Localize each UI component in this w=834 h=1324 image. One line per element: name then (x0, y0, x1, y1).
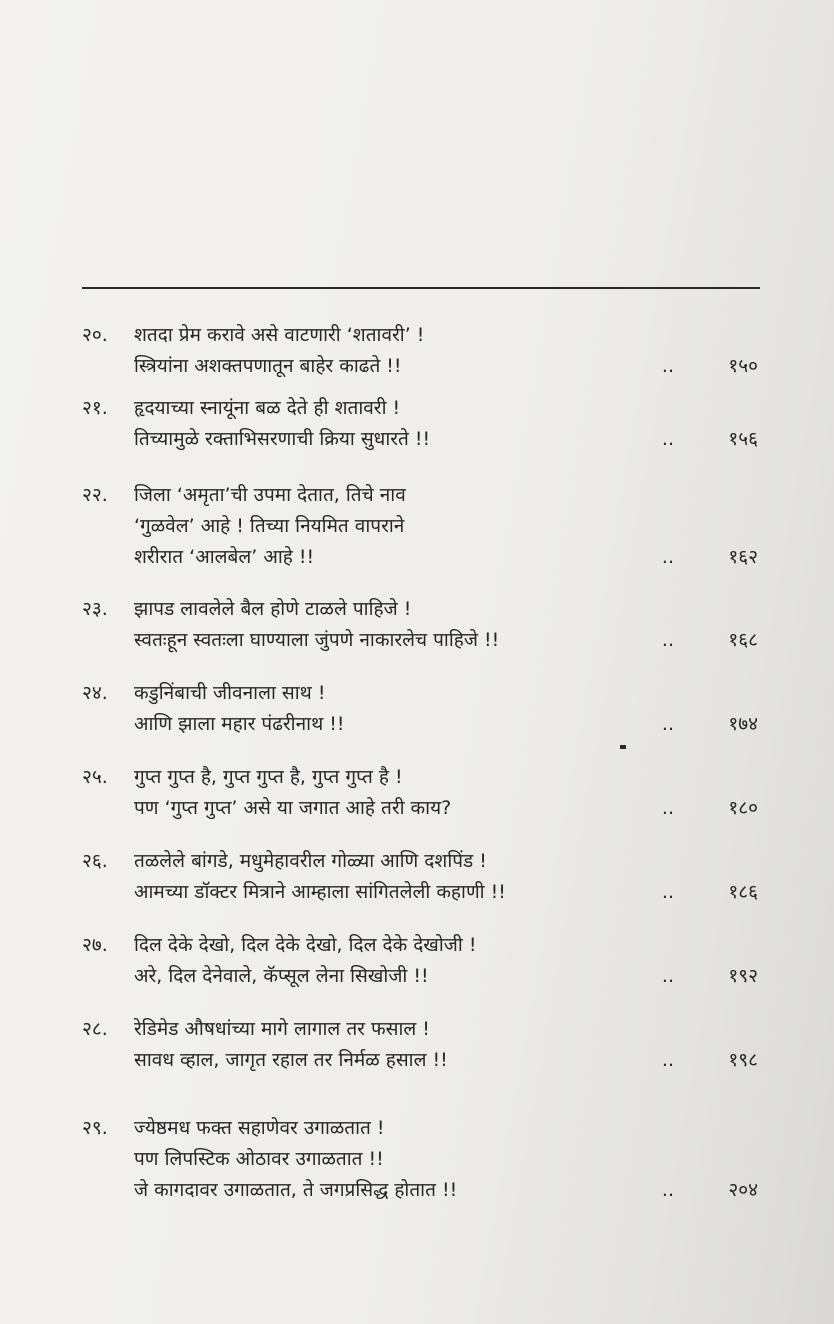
toc-entry (82, 1113, 772, 1206)
toc-entry (82, 1014, 772, 1076)
toc-entry-number: २९. (82, 1117, 108, 1139)
toc-entry-leader: .. (661, 713, 674, 735)
toc-entry-title (134, 1014, 674, 1076)
toc-entry-page-number: १५६ (728, 428, 758, 450)
toc-entry-title-line: गुप्त गुप्त है, गुप्त गुप्त है, गुप्त गुप्त है ! (134, 766, 403, 788)
toc-entry-page-number: २०४ (728, 1179, 758, 1201)
toc-entry-leader: .. (661, 797, 674, 819)
toc-entry-title-line: रेडिमेड औषधांच्या मागे लागाल तर फसाल ! (134, 1018, 430, 1040)
toc-entry-title-line: अरे, दिल देनेवाले, कॅप्सूल लेना सिखोजी !! (134, 965, 429, 987)
toc-entry-leader: .. (661, 965, 674, 987)
toc-entry-page-number: १६८ (728, 629, 758, 651)
toc-entry (82, 762, 772, 824)
toc-entry-title-line: पण लिपस्टिक ओठावर उगाळतात !! (134, 1148, 384, 1170)
toc-entry-number: २१. (82, 397, 108, 419)
toc-entry (82, 320, 772, 382)
toc-entry-page-number: १६२ (728, 546, 758, 568)
toc-entry-number: २०. (82, 324, 108, 346)
toc-entry (82, 594, 772, 656)
toc-entry-leader: .. (661, 629, 674, 651)
toc-entry-title-line: ‘गुळवेल’ आहे ! तिच्या नियमित वापराने (134, 515, 405, 537)
toc-entry-number: २२. (82, 484, 108, 506)
toc-entry-leader: .. (661, 546, 674, 568)
toc-entry-title (134, 678, 674, 740)
toc-entry-title-line: झापड लावलेले बैल होणे टाळले पाहिजे ! (134, 598, 412, 620)
toc-entry-title (134, 393, 674, 455)
toc-entry-page-number: १८० (728, 797, 758, 819)
toc-entry-title (134, 1113, 674, 1206)
toc-entry-title (134, 762, 674, 824)
toc-entry-number: २८. (82, 1018, 108, 1040)
toc-entry-title (134, 846, 674, 908)
toc-entry (82, 393, 772, 455)
toc-entry-title-line: दिल देके देखो, दिल देके देखो, दिल देके देखोजी ! (134, 934, 477, 956)
toc-entry-leader: .. (661, 881, 674, 903)
toc-entry-title (134, 480, 674, 573)
toc-entry-page-number: १९८ (728, 1049, 758, 1071)
horizontal-rule (82, 287, 760, 289)
toc-entry-title-line: कडुनिंबाची जीवनाला साथ ! (134, 682, 326, 704)
toc-entry-title-line: शतदा प्रेम करावे असे वाटणारी ‘शतावरी’ ! (134, 324, 425, 346)
toc-entry-title-line: तिच्यामुळे रक्ताभिसरणाची क्रिया सुधारते !! (134, 428, 431, 450)
toc-entry-number: २७. (82, 934, 108, 956)
toc-entry-title-line: हृदयाच्या स्नायूंना बळ देते ही शतावरी ! (134, 397, 401, 419)
toc-entry-number: २५. (82, 766, 108, 788)
toc-entry-title-line: आमच्या डॉक्टर मित्राने आम्हाला सांगितलेली कहाणी !! (134, 881, 506, 903)
toc-entry-title-line: पण ‘गुप्त गुप्त’ असे या जगात आहे तरी काय? (134, 797, 452, 819)
toc-entry-number: २४. (82, 682, 108, 704)
toc-entry-page-number: १९२ (728, 965, 758, 987)
toc-entry-title-line: शरीरात ‘आलबेल’ आहे !! (134, 546, 315, 568)
toc-entry-leader: .. (661, 355, 674, 377)
toc-entry-page-number: १५० (728, 355, 758, 377)
toc-entry-title-line: आणि झाला महार पंढरीनाथ !! (134, 713, 345, 735)
toc-entry-title (134, 594, 674, 656)
toc-entry-title-line: जे कागदावर उगाळतात, ते जगप्रसिद्ध होतात !! (134, 1179, 458, 1201)
toc-entry-leader: .. (661, 428, 674, 450)
toc-entry-leader: .. (661, 1049, 674, 1071)
toc-entry (82, 678, 772, 740)
toc-entry-page-number: १७४ (728, 713, 758, 735)
toc-entry-number: २३. (82, 598, 108, 620)
toc-entry-title-line: तळलेले बांगडे, मधुमेहावरील गोळ्या आणि दशपिंड ! (134, 850, 487, 872)
ink-mark (620, 745, 626, 749)
toc-entry-title-line: स्त्रियांना अशक्तपणातून बाहेर काढते !! (134, 355, 402, 377)
toc-entry-leader: .. (661, 1179, 674, 1201)
toc-entry-title (134, 320, 674, 382)
toc-entry (82, 846, 772, 908)
toc-entry-title (134, 930, 674, 992)
toc-entry-title-line: ज्येष्ठमध फक्त सहाणेवर उगाळतात ! (134, 1117, 385, 1139)
toc-entry-title-line: सावध व्हाल, जागृत रहाल तर निर्मळ हसाल !! (134, 1049, 448, 1071)
toc-entry-title-line: जिला ‘अमृता’ची उपमा देतात, तिचे नाव (134, 484, 406, 506)
toc-entry-title-line: स्वतःहून स्वतःला घाण्याला जुंपणे नाकारलेच पाहिजे !! (134, 629, 500, 651)
toc-entry (82, 480, 772, 573)
toc-entry-number: २६. (82, 850, 108, 872)
toc-entry (82, 930, 772, 992)
toc-entry-page-number: १८६ (728, 881, 758, 903)
